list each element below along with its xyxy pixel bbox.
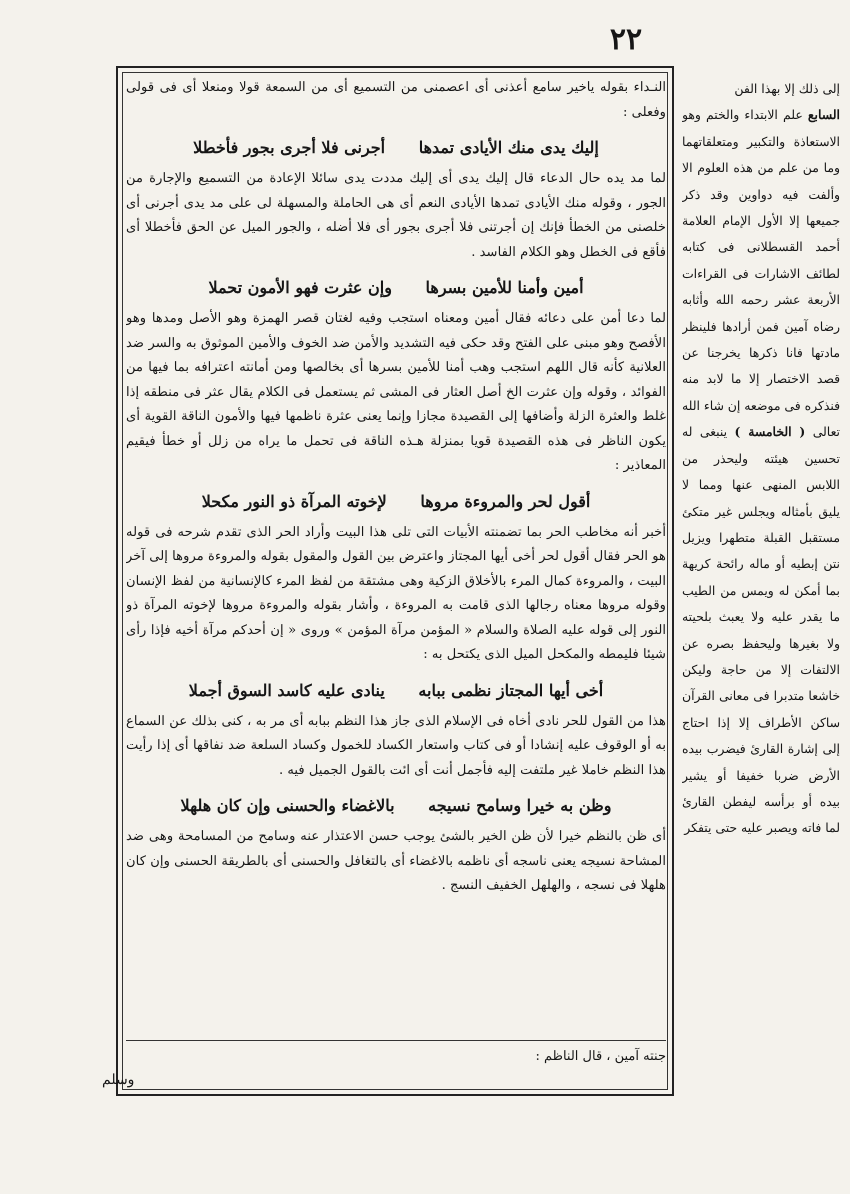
margin-heading: السابع — [807, 107, 840, 123]
margin-commentary-column — [682, 76, 840, 1176]
commentary-paragraph: أى ظن بالنظم خيرا لأن ظن الخير بالشئ يوجب حسن الاعتذار عنه وسامح من المسامحة وهى ضد المشاحة نسيجه يعنى ناسجه أى ناظمه بالاغضاء أى بالتغافل والحسنى أى بالطريقة الحسنى وإن كان هلهلا فى نسجه ، والهلهل الخفيف النسج . — [126, 829, 666, 893]
verse-first-hemistich: إليك يدى منك الأيادى تمدها — [418, 138, 599, 157]
intro-paragraph: النـداء بقوله ياخير سامع أعذنى أى اعصمنى من التسميع أى من السمعة قولا ومنعلا أى فى قولى وفعلى : — [126, 80, 666, 120]
verse-second-hemistich: أجرنى فلا أجرى بجور فأخطلا — [193, 138, 386, 157]
commentary-paragraph: لما دعا أمن على دعائه فقال أمين ومعناه استجب وفيه لغتان قصر الهمزة وهو الأصل ومدها وهو الأفصح وهو مبنى على الفتح وقد حكى فيه التشديد والأمن ضد الخوف والأمين الموثوق به والسر ضد العلانية كأنه قال اللهم استجب وهب أمنا للأمين بسرها أى بخالصها ومن أمانته اعترافه بما فيها من الفوائد ، وقوله وإن عثرت الخ أصل العثار فى المشى ثم يستعمل فى الكلام يقال عثر فى منطقه إذا غلط والعثرة الزلة وأضافها إلى القصيدة مجازا وإنما يعنى عثرة ناظمها فيها والأمون الناقة القوية أى يكون الناظر فى هذه القصيدة قويا بمنزلة هـذه الناقة فى تحمل ما يراه من زلل أو خطأ فيقيم المعاذير : — [126, 311, 666, 473]
commentary-paragraph: أخبر أنه مخاطب الحر بما تضمنته الأبيات التى تلى هذا البيت وأراد الحر الذى تقدم شرحه فى قوله هو الحر فقال أقول لحر أخى أيها المجتاز واعترض بين القول والمقول بقوله والمروءة مروها إلى آخر البيت ، والمروءة كمال المرء بالأخلاق الزكية وهى مشتقة من لفظ المرء كالإنسانية من لفظ الإنسان وقوله مروها معناه رجالها الذى قامت به المروءة ، وأشار بقوله والمروءة مروها لإخوته المرآة ذو النور إلى قوله عليه الصلاة والسلام « المؤمن مرآة المؤمن » وروى « إن أحدكم مرآة أخيه فإذا رأى شيئا فليمطه والمكحل الميل الذى يكتحل به : — [126, 524, 666, 662]
verse-first-hemistich: أخى أيها المجتاز نظمى ببابه — [418, 680, 604, 700]
verse-second-hemistich: بالاغضاء والحسنى وإن كان هلهلا — [180, 796, 395, 815]
verse-second-hemistich: لإخوته المرآة ذو النور مكحلا — [201, 491, 387, 511]
footnote-line: جنته آمين ، قال الناظم : — [535, 1049, 666, 1064]
footnote-divider — [126, 1040, 666, 1041]
verse-second-hemistich: ينادى عليه كاسد السوق أجملا — [188, 680, 385, 700]
verse-line — [126, 674, 666, 708]
verse-line — [126, 131, 666, 165]
margin-text: ينبغى له تحسين هيئته وليحذر من اللابس المنهى عنها ومما لا يليق بأمثاله ويجلس غير متكئ مستقبل القبلة متطهرا ويزيل نتن إبطيه أو ماله رائحة كريهة بما أمكن له ويمس من الطيب ما يقدر عليه ولا يعبث بلحيته ولا بغيرها وليحفظ بصره عن الالتفات إلا من حاجة وليكن خاشعا متدبرا فى معانى القرآن ساكن الأطراف إلا إذا احتاج إلى إشارة القارئ فيضرب بيده الأرض ضربا خفيفا أو يشير بيده أو برأسه ليفطن القارئ لما فاته ويصبر عليه حتى يتفكر — [682, 424, 840, 836]
margin-paragraph: إلى ذلك إلا بهذا الفن — [734, 81, 840, 96]
commentary-paragraph: لما مد يده حال الدعاء قال إليك يدى أى إليك مددت يدى سائلا الإعادة من التسميع والإجارة من الجور ، وقوله منك الأيادى تمدها الأيادى النعم أى هى الحاملة والمسهلة لى على مد يدى أجرنى أى خلصنى من الخطأ فإنك إن أجرتنى فلا أجرى بجور أى فلا أضله ، والجور الميل عن الحق فأخطلا أى فأقع فى الخطل وهو الكلام الفاسد . — [126, 171, 666, 260]
verse-line — [126, 789, 666, 823]
margin-section-heading: ( الخامسة ) — [734, 424, 806, 440]
verse-first-hemistich: أقول لحر والمروءة مروها — [420, 491, 591, 511]
catchword: وسلم — [102, 1072, 135, 1088]
verse-line — [126, 271, 666, 305]
page-number: ٢٢ — [609, 22, 643, 57]
margin-paragraph — [682, 102, 840, 841]
verse-first-hemistich: أمين وأمنا للأمين بسرها — [425, 278, 584, 297]
margin-text: علم الابتداء والختم وهو الاستعاذة والتكبير ومتعلقاتهما وما من علم من هذه العلوم الا وألفت فيه دواوين وقد ذكر جميعها إلا الأول الإمام العلامة أحمد القسطلانى فى كتابه لطائف الاشارات فى القراءات الأربعة عشر رحمه الله وأثابه رضاه آمين فمن أرادها فلينظر مادتها فانا ذكرها يخرجنا عن قصد الاختصار إلا ما لابد منه فنذكره فى موضعه إن شاء الله تعالى — [682, 107, 840, 440]
verse-second-hemistich: وإن عثرت فهو الأمون تحملا — [208, 278, 392, 297]
commentary-paragraph: هذا من القول للحر نادى أخاه فى الإسلام الذى جاز هذا النظم ببابه أى مر به ، كنى بذلك عن السماع به أو الوقوف عليه إنشادا أو فى كتاب واستعار الكساد للخمول وكساد السلعة ضد نفاقها أى إذا رأيت هذا النظم خاملا غير ملتفت إليه فأجمل أنت أى ائت بالقول الجميل فيه . — [126, 713, 666, 778]
main-commentary-column — [126, 76, 666, 1026]
verse-first-hemistich: وظن به خيرا وسامح نسيجه — [428, 796, 612, 815]
verse-line — [126, 485, 666, 519]
